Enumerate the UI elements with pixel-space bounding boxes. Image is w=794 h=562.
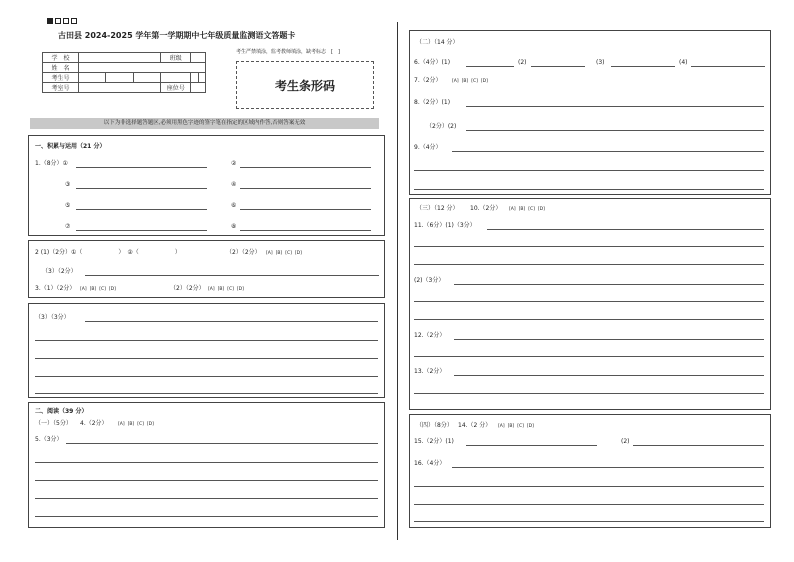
option-d[interactable]: [D] [537,207,545,212]
name-field[interactable] [79,63,206,73]
option-a[interactable]: [A] [452,79,459,84]
q1-answer-line[interactable] [76,188,207,189]
q6-part-label: (4) [679,59,688,66]
option-c[interactable]: [C] [99,287,106,292]
option-b[interactable]: [B] [518,207,526,212]
q5-answer-line[interactable] [35,462,378,463]
option-b[interactable]: [B] [275,251,283,256]
sub3-title: （三）（12 分） [416,205,459,212]
q8-answer-line[interactable] [466,106,764,107]
sub2-title: （二）（14 分） [416,39,459,46]
q13-label: 13.（2分） [414,368,446,375]
q5-answer-line[interactable] [66,443,378,444]
q9-answer-line[interactable] [452,151,764,152]
exam-no-cell[interactable] [191,73,198,83]
q11-answer-line[interactable] [487,229,764,230]
q12-label: 12.（2分） [414,332,446,339]
option-a[interactable]: [A] [498,424,505,429]
q11-part1-label: 11.（6分）(1)（3分） [414,222,476,229]
q9-label: 9.（4分） [414,144,442,151]
q11-part2-label: (2)（3分） [414,277,445,284]
q15-answer-line[interactable] [633,445,764,446]
barcode-area [236,61,374,109]
q3-answer-line[interactable] [35,376,378,377]
q3-answer-line[interactable] [35,393,378,394]
q2-part2-label: （2）（2分） [226,249,261,256]
q1-item-label: ⑧ [231,223,237,230]
seat-label: 座位号 [161,83,191,93]
q1-answer-line[interactable] [76,230,207,231]
q6-answer-line[interactable] [531,66,585,67]
room-field[interactable] [79,83,161,93]
q1-label: 1.（8分）① [35,160,68,167]
mark-empty [63,18,69,24]
room-label: 考室号 [43,83,79,93]
exam-no-cell[interactable] [161,73,191,83]
q16-answer-line[interactable] [414,521,764,522]
q6-answer-line[interactable] [466,66,514,67]
option-c[interactable]: [C] [285,251,292,256]
marks [47,17,79,25]
q10-label: 10.（2分） [470,205,502,212]
exam-no-label: 考生号 [43,73,79,83]
option-d[interactable]: [D] [480,79,488,84]
option-c[interactable]: [C] [517,424,524,429]
q1-item-label: ⑦ [65,223,71,230]
exam-no-cell[interactable] [133,73,160,83]
school-field[interactable] [79,53,161,63]
q1-answer-line[interactable] [76,209,207,210]
option-a[interactable]: [A] [208,287,215,292]
q6-part-label: (2) [518,59,527,66]
q14-label: 14.（2 分） [458,422,492,429]
q4-options [118,420,157,429]
section2-title: 二、阅读（39 分） [35,408,88,415]
barcode-label: 考生条形码 [274,78,335,93]
sub4-title: （四）（8分） [416,422,453,429]
q1-item-label: ⑤ [65,202,71,209]
option-d[interactable]: [D] [526,424,534,429]
q2-part3-label: （3）（2分） [42,268,77,275]
q1-answer-line[interactable] [240,209,371,210]
q8-part1-label: 8.（2分）(1) [414,99,451,106]
mark-empty [55,18,61,24]
option-a[interactable]: [A] [118,422,125,427]
instruction-banner: 以下为非选择题答题区,必须用黑色字迹的签字笔在指定的区域内作答,否则答案无效 [30,118,379,129]
q16-answer-line[interactable] [414,504,764,505]
q3-part1-label: 3.（1）（2分） [35,285,76,292]
option-c[interactable]: [C] [227,287,234,292]
q6-answer-line[interactable] [691,66,765,67]
q8-answer-line[interactable] [466,130,764,131]
q4-label: 4.（2分） [80,420,108,427]
q6-label: 6.（4分）(1) [414,59,451,66]
exam-no-cell[interactable] [79,73,106,83]
option-b[interactable]: [B] [127,422,135,427]
name-label: 姓 名 [43,63,79,73]
q6-part-label: (3) [596,59,605,66]
option-c[interactable]: [C] [471,79,478,84]
section1-title: 一、积累与运用（21 分） [35,143,106,150]
q7-label: 7.（2分） [414,77,442,84]
q2-part1-label: 2 (1)（2分）①（ ） ②（ ） [35,249,181,256]
q11-answer-line[interactable] [454,284,764,285]
absent-notice: 考生严禁填涂，监考教师填涂，缺考标志 [ ] [236,49,340,55]
q11-answer-line[interactable] [414,246,764,247]
option-d[interactable]: [D] [236,287,244,292]
q14-options [498,422,537,431]
option-d[interactable]: [D] [146,422,154,427]
option-d[interactable]: [D] [108,287,116,292]
option-b[interactable]: [B] [461,79,469,84]
class-label: 班级 [161,53,191,63]
page-title: 古田县 2024-2025 学年第一学期期中七年级质量监测语文答题卡 [58,31,296,40]
q3-part3-box [28,303,385,398]
seat-field[interactable] [191,83,206,93]
q15-part1-label: 15.（2分）(1) [414,438,454,445]
mark-empty [71,18,77,24]
q8-part2-label: （2分）(2) [426,123,457,130]
q15-answer-line[interactable] [466,445,597,446]
q1-answer-line[interactable] [240,167,371,168]
q13-answer-line[interactable] [454,375,764,376]
q5-answer-line[interactable] [35,480,378,481]
q16-answer-line[interactable] [414,486,764,487]
q1-answer-line[interactable] [240,188,371,189]
exam-no-cell[interactable] [106,73,133,83]
q5-answer-line[interactable] [35,516,378,517]
q3-answer-line[interactable] [35,358,378,359]
q2-answer-line[interactable] [85,275,379,276]
q9-answer-line[interactable] [414,170,764,171]
option-c[interactable]: [C] [137,422,144,427]
q3-part2-label: （2）（2分） [170,285,205,292]
q9-answer-line[interactable] [414,189,764,190]
q16-label: 16.（4分） [414,460,446,467]
option-a[interactable]: [A] [80,287,87,292]
q1-item-label: ② [231,160,237,167]
q13-answer-line[interactable] [414,393,764,394]
sub4-box [409,414,771,528]
option-c[interactable]: [C] [528,207,535,212]
q12-answer-line[interactable] [414,356,764,357]
mark-filled [47,18,53,24]
class-field[interactable] [191,53,206,63]
q3-part1-options [80,285,119,294]
q1-item-label: ⑥ [231,202,237,209]
q11-answer-line[interactable] [414,319,764,320]
q15-part2-label: (2) [621,438,630,445]
q3-part3-label: （3）（3分） [35,314,70,321]
q1-item-label: ③ [65,181,71,188]
q7-options [452,77,491,86]
q1-answer-line[interactable] [240,230,371,231]
q1-item-label: ④ [231,181,237,188]
sub1-label: （一）（5分） [35,420,72,427]
q6-answer-line[interactable] [611,66,675,67]
student-info-table [42,52,206,93]
q2-options [266,249,305,258]
q3-part2-options [208,285,247,294]
q16-answer-line[interactable] [452,467,764,468]
column-divider [397,22,398,540]
q3-answer-line[interactable] [85,321,378,322]
exam-no-cell[interactable] [198,73,205,83]
school-label: 学 校 [43,53,79,63]
option-d[interactable]: [D] [294,251,302,256]
q5-label: 5.（3分） [35,436,63,443]
q11-answer-line[interactable] [414,301,764,302]
option-b[interactable]: [B] [507,424,515,429]
option-a[interactable]: [A] [509,207,516,212]
q11-answer-line[interactable] [414,264,764,265]
option-a[interactable]: [A] [266,251,273,256]
q5-answer-line[interactable] [35,498,378,499]
option-b[interactable]: [B] [89,287,97,292]
q12-answer-line[interactable] [454,339,764,340]
q1-answer-line[interactable] [76,167,207,168]
q3-answer-line[interactable] [35,340,378,341]
q10-options [509,205,548,214]
option-b[interactable]: [B] [217,287,225,292]
